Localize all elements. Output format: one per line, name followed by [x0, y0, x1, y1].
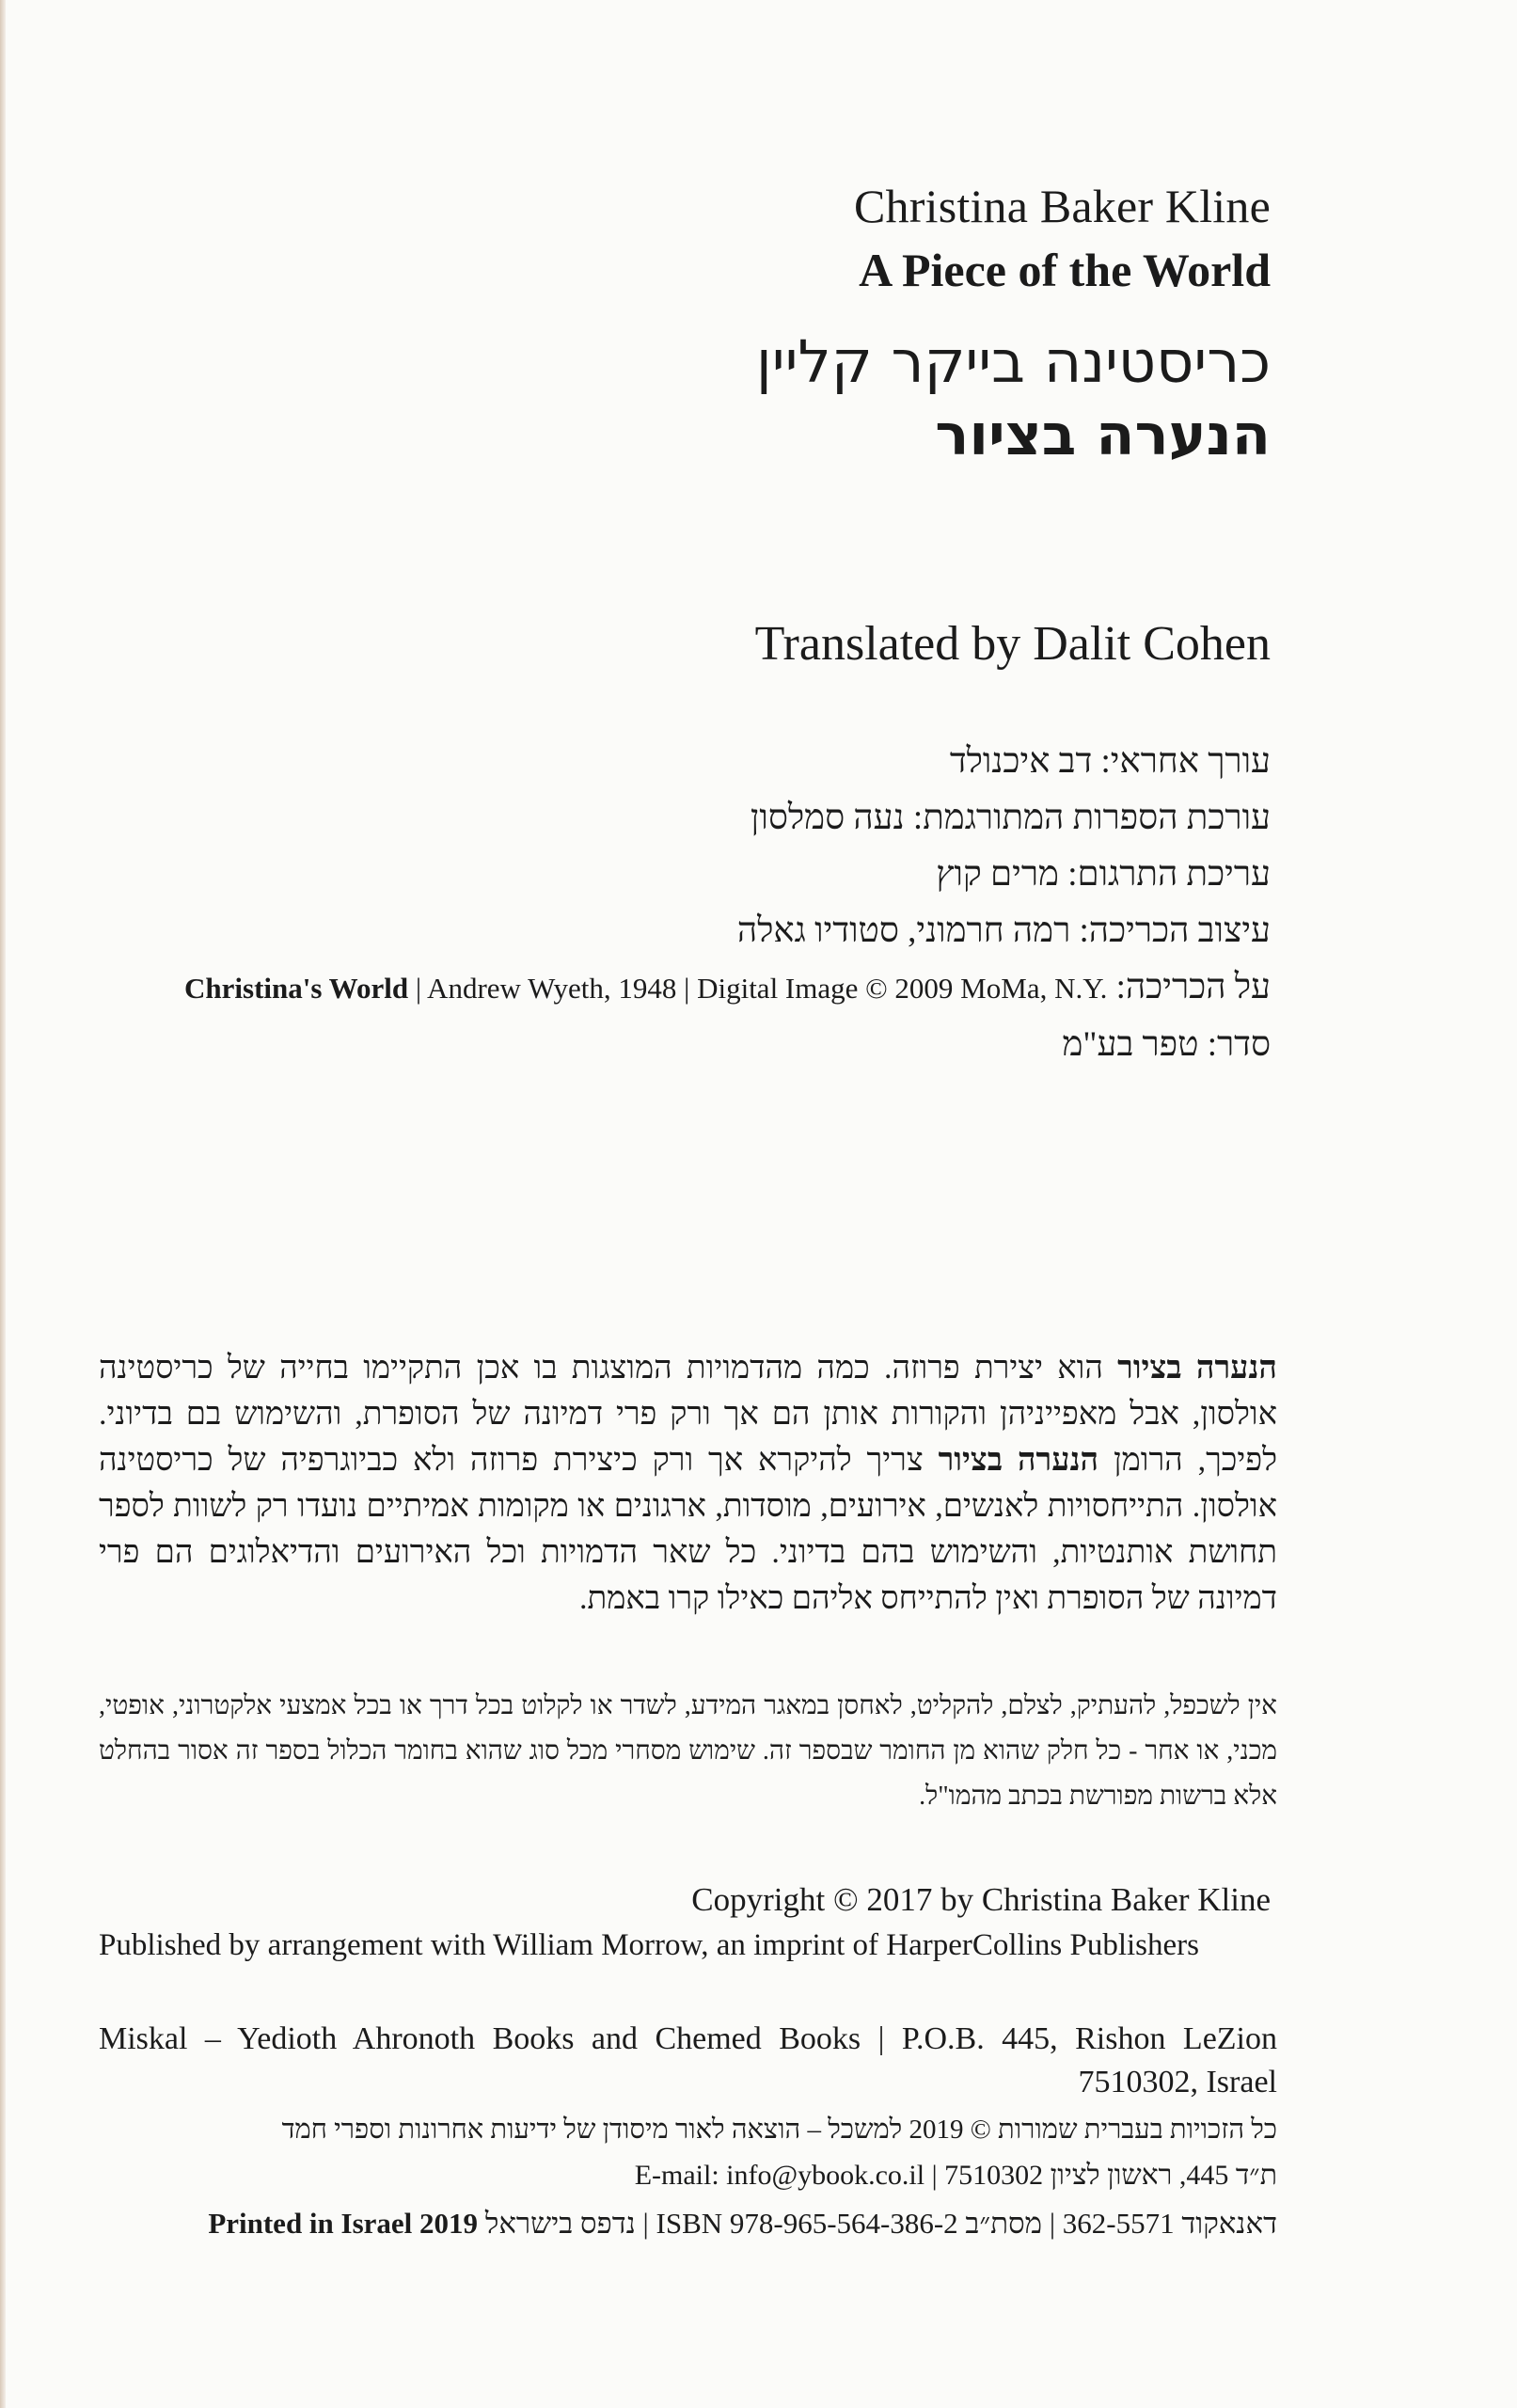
- credit-line-typesetting: [142, 1017, 1271, 1073]
- credit-value: טפר בע"מ: [1062, 1025, 1199, 1064]
- barcode-hebrew: דאנאקוד 362-5571: [1062, 2207, 1277, 2240]
- hebrew-rights-notice: כל הזכויות בעברית שמורות © 2019 למשכל – הוצאה לאור מיסודן של ידיעות אחרונות וספרי חמד: [281, 2115, 1277, 2145]
- credit-value: רמה חרמוני, סטודיו גאלה: [736, 911, 1071, 950]
- credit-label: עורכת הספרות המתורגמת:: [912, 799, 1271, 837]
- cover-image-credit: [184, 972, 1107, 1005]
- legal-notice: אין לשכפל, להעתיק, לצלם, להקליט, לאחסן במאגר המידע, לשדר או לקלוט בכל דרך או בכל אמצעי אלקטרוני, אופטי, מכני, או אחר - כל חלק שהוא מן החומר שבספר זה. שימוש מסחרי מכל סוג שהוא בחומר הכלול בספר זה אסור בהחלט אלא ברשות מפורשת בכתב מהמו"ל.: [99, 1691, 1277, 1811]
- credit-line-editor: [142, 734, 1271, 790]
- credit-line-cover-design: [142, 903, 1271, 959]
- credit-label: עורך אחראי:: [1100, 742, 1271, 781]
- publisher-contact: ת״ד 445, ראשון לציון 7510302 | E-mail: info@ybook.co.il: [634, 2160, 1277, 2191]
- credit-line-translated-literature-editor: [142, 790, 1271, 847]
- page-edge-shadow: [0, 0, 6, 2408]
- credit-value: מרים קוץ: [936, 855, 1059, 894]
- credit-label: עיצוב הכריכה:: [1079, 911, 1271, 950]
- book-title-hebrew: הנערה בציור: [935, 403, 1271, 468]
- credit-value: נעה סמלסון: [750, 799, 905, 837]
- isbn: ISBN 978-965-564-386-2: [656, 2207, 958, 2240]
- printing-info: דאנאקוד 362-5571 | מסת״ב ISBN 978-965-564-386-2 | נדפס בישראל Printed in Israel 2019: [208, 2207, 1277, 2240]
- catalog-label-hebrew: מסת״ב: [965, 2207, 1043, 2240]
- author-name-english: Christina Baker Kline: [854, 180, 1271, 232]
- credit-line-translation-editing: [142, 847, 1271, 903]
- copyright-line: Copyright © 2017 by Christina Baker Kline: [691, 1881, 1271, 1918]
- printed-in-israel-english: Printed in Israel 2019: [208, 2207, 479, 2240]
- disclaimer-text-part-1: הוא יצירת פרוזה. כמה מהדמויות המוצגות בו אכן התקיימו בחייה של כריסטינה אולסון, אבל מאפייניהן והקורות אותן הם אך ורק פרי דמיונה של הסופרת, והשימוש בם בדיוני. לפיכך, הרומן: [99, 1351, 1278, 1478]
- author-name-hebrew: כריסטינה בייקר קליין: [755, 327, 1271, 396]
- publication-arrangement: Published by arrangement with William Morrow, an imprint of HarperCollins Publishers: [99, 1928, 1200, 1962]
- artwork-details: | Andrew Wyeth, 1948 | Digital Image © 2009 MoMa, N.Y.: [415, 972, 1108, 1005]
- printed-in-israel-hebrew: נדפס בישראל: [484, 2207, 636, 2240]
- translator-credit: Translated by Dalit Cohen: [754, 617, 1271, 671]
- address-hebrew: ת״ד 445, ראשון לציון 7510302: [944, 2160, 1277, 2191]
- disclaimer-text-part-2: צריך להיקרא אך ורק כיצירת פרוזה ולא כביוגרפיה של כריסטינה אולסון. התייחסויות לאנשים, אירועים, מוסדות, ארגונים או מקומות אמיתיים נועדו רק לשוות לספר תחושת אותנטיות, והשימוש בהם בדיוני. כל שאר הדמויות וכל האירועים והדיאלוגים הם פרי דמיונה של הסופרת ואין להתייחס אליהם כאילו קרו באמת.: [99, 1443, 1277, 1616]
- email-address: E-mail: info@ybook.co.il: [634, 2160, 925, 2191]
- credit-value: דב איכנולד: [949, 742, 1093, 781]
- artwork-title: Christina's World: [184, 972, 409, 1005]
- publisher-address-english: Miskal – Yedioth Ahronoth Books and Chemed Books | P.O.B. 445, Rishon LeZion 7510302, Israel: [99, 2021, 1277, 2099]
- credit-label: עריכת התרגום:: [1067, 855, 1271, 894]
- disclaimer-book-title-repeat: הנערה בציור: [938, 1443, 1099, 1478]
- credits-list: [142, 734, 1271, 1073]
- disclaimer-book-title: הנערה בציור: [1117, 1351, 1277, 1386]
- credit-label: על הכריכה:: [1115, 968, 1271, 1006]
- book-title-english: A Piece of the World: [859, 244, 1271, 296]
- fiction-disclaimer: [99, 1345, 1277, 1622]
- credit-label: סדר:: [1207, 1025, 1271, 1064]
- credit-line-cover-image: [142, 959, 1271, 1017]
